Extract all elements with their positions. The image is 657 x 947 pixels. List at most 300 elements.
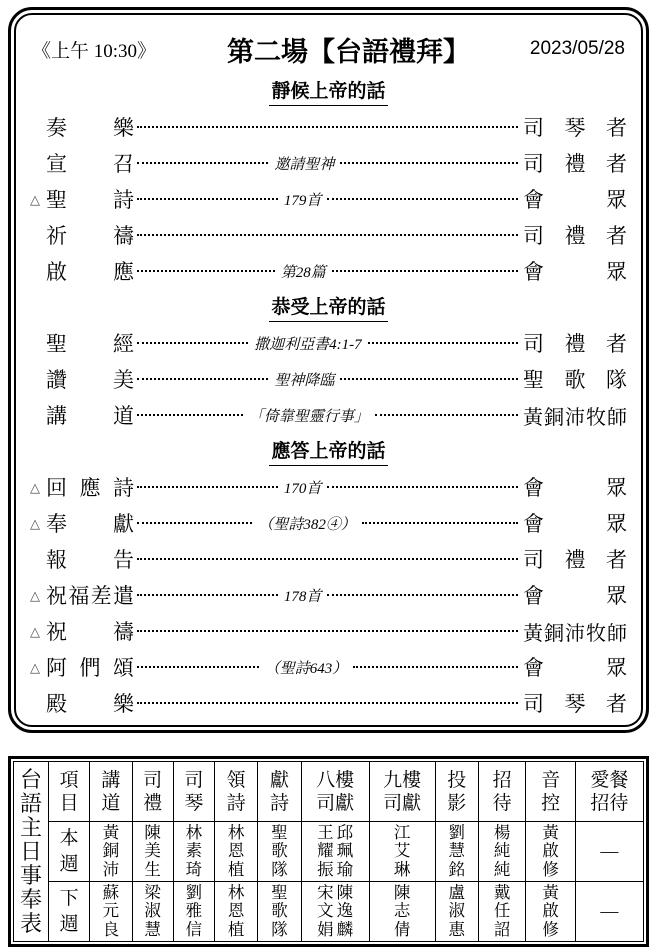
char: 祝 <box>46 584 67 608</box>
char: 淑 <box>144 901 161 921</box>
header-line: 講 <box>101 769 121 791</box>
duty-column-header-text <box>526 771 574 813</box>
char: 陳 <box>393 882 411 902</box>
duty-cell-names <box>370 823 435 881</box>
item-note: 178首 <box>283 588 322 605</box>
char: 禮 <box>564 152 586 176</box>
duty-cell-names <box>436 823 478 881</box>
program-body <box>28 73 629 721</box>
char: 聖 <box>46 332 67 356</box>
duty-cell-names <box>436 883 478 941</box>
char: 眾 <box>606 188 627 212</box>
duty-cell <box>526 822 575 882</box>
duty-name-vertical <box>494 824 511 880</box>
worship-program-box <box>8 7 649 733</box>
duty-name-vertical <box>542 824 559 880</box>
duty-cell-names <box>174 883 214 941</box>
char: 志 <box>393 901 411 921</box>
dotted-leader <box>327 486 518 488</box>
duty-cell <box>90 822 132 882</box>
item-assignee <box>523 112 627 142</box>
item-label <box>46 544 134 574</box>
header-line: 詩 <box>269 792 289 814</box>
char: 者 <box>606 548 627 572</box>
char: 表 <box>20 910 43 936</box>
char: 師 <box>607 622 627 645</box>
item-note: 170首 <box>283 480 322 497</box>
char: 純 <box>493 859 511 879</box>
char: 恩 <box>227 841 245 861</box>
char: 劉 <box>185 882 203 902</box>
duty-cell <box>301 822 369 882</box>
program-header <box>28 25 629 73</box>
header-line: 道 <box>101 792 121 814</box>
duty-cell <box>173 822 214 882</box>
header-line: 領 <box>226 769 246 791</box>
duty-cell <box>478 882 525 942</box>
char: 啟 <box>46 260 67 284</box>
char: 福 <box>68 584 90 608</box>
program-item <box>28 361 629 397</box>
header-line: 待 <box>492 792 512 814</box>
item-note: 撒迦利亞書4:1-7 <box>254 336 362 353</box>
item-assignee <box>523 220 627 250</box>
char: 歌 <box>271 841 288 861</box>
char: 慧 <box>448 841 466 861</box>
dotted-leader <box>362 522 518 524</box>
section-heading <box>28 73 629 109</box>
dotted-leader <box>137 630 518 632</box>
duty-cell-names <box>479 823 525 881</box>
char: 事 <box>20 862 43 888</box>
duty-name-vertical <box>317 884 334 940</box>
duty-cell-names <box>479 883 525 941</box>
duty-name-vertical <box>103 824 120 880</box>
duty-column-header-text <box>576 771 643 813</box>
duty-cell-empty: — <box>600 901 619 921</box>
char: 良 <box>102 919 120 939</box>
char: 會 <box>523 476 544 500</box>
header-line: 詩 <box>226 792 246 814</box>
char: 陳 <box>336 882 354 902</box>
char: 銅 <box>544 622 564 645</box>
duty-cell-names <box>302 823 369 881</box>
duty-name-vertical <box>144 884 161 940</box>
item-note: （聖詩382④） <box>258 516 356 533</box>
char: 者 <box>606 332 627 356</box>
char: 奉 <box>46 512 67 536</box>
char: 艾 <box>393 841 411 861</box>
duty-cell <box>215 822 258 882</box>
section-heading <box>28 289 629 325</box>
program-item <box>28 109 629 145</box>
duty-cell-names <box>526 883 574 941</box>
duty-cell <box>173 882 214 942</box>
duty-cell <box>369 882 435 942</box>
char: 宋 <box>317 882 334 902</box>
char: 文 <box>317 901 334 921</box>
char: 週 <box>59 913 79 935</box>
header-line: 項 <box>59 769 79 791</box>
char: 會 <box>523 512 544 536</box>
duty-column-header <box>526 762 575 822</box>
char: 獻 <box>113 512 134 536</box>
char: 麟 <box>336 919 354 939</box>
duty-cell <box>258 882 301 942</box>
char: 殿 <box>46 692 67 716</box>
char: 琴 <box>564 692 586 716</box>
duty-column-header-text <box>479 771 525 813</box>
duty-table <box>13 761 644 942</box>
item-label <box>46 364 134 394</box>
duty-name-vertical <box>494 884 511 940</box>
header-line: 招 <box>492 769 512 791</box>
dotted-leader <box>137 270 275 272</box>
char: 銅 <box>102 841 120 861</box>
duty-row-label-cell <box>49 822 90 882</box>
duty-cell <box>90 882 132 942</box>
header-line: 影 <box>447 792 467 814</box>
char: 惠 <box>448 919 466 939</box>
duty-side-title <box>14 766 48 938</box>
item-assignee <box>523 472 627 502</box>
duty-cell-names <box>258 823 300 881</box>
char: 江 <box>393 822 411 842</box>
char: 珮 <box>336 841 354 861</box>
duty-cell <box>258 822 301 882</box>
char: 告 <box>113 548 134 572</box>
item-assignee <box>523 256 627 286</box>
char: 雅 <box>185 901 203 921</box>
program-item <box>28 325 629 361</box>
item-label <box>46 256 134 286</box>
char: 下 <box>59 888 79 910</box>
item-note: （聖詩643） <box>264 660 348 677</box>
char: 樂 <box>113 116 134 140</box>
duty-column-header <box>258 762 301 822</box>
dotted-leader <box>375 414 518 416</box>
program-item <box>28 253 629 289</box>
item-assignee <box>523 544 627 574</box>
char: 禮 <box>564 332 586 356</box>
char: 樂 <box>113 692 134 716</box>
duty-data-row <box>14 822 644 882</box>
header-line: 招待 <box>590 792 629 814</box>
duty-column-header <box>369 762 435 822</box>
char: 銘 <box>448 859 466 879</box>
char: 黃 <box>523 406 543 429</box>
char: 會 <box>523 260 544 284</box>
char: 本 <box>59 828 79 850</box>
char: 司 <box>523 692 544 716</box>
header-line: 琴 <box>184 792 204 814</box>
duty-column-header-text <box>133 771 173 813</box>
item-assignee <box>523 580 627 610</box>
dotted-leader <box>137 666 259 668</box>
char: 黃 <box>542 822 559 842</box>
char: 週 <box>59 853 79 875</box>
duty-cell <box>526 882 575 942</box>
char: 祝 <box>46 620 67 644</box>
char: 禱 <box>113 224 134 248</box>
char: 隊 <box>271 859 288 879</box>
item-label <box>46 508 134 538</box>
char: 頌 <box>113 656 134 680</box>
duty-column-header <box>90 762 132 822</box>
program-item <box>28 397 629 433</box>
dotted-leader <box>137 486 278 488</box>
item-assignee <box>523 617 627 646</box>
duty-cell-names <box>133 823 173 881</box>
item-assignee <box>523 688 627 718</box>
dotted-leader <box>137 234 518 236</box>
char: 牧 <box>586 622 606 645</box>
duty-column-header-text <box>436 771 478 813</box>
duty-column-header <box>132 762 173 822</box>
char: 耀 <box>317 841 334 861</box>
char: 淑 <box>448 901 466 921</box>
char: 林 <box>227 882 245 902</box>
char: 戴 <box>493 882 511 902</box>
duty-name-vertical <box>271 824 288 880</box>
item-label <box>46 112 134 142</box>
char: 植 <box>227 859 245 879</box>
triangle-marker: △ <box>30 515 40 531</box>
char: 會 <box>523 656 544 680</box>
triangle-marker: △ <box>30 587 40 603</box>
char: 劉 <box>448 822 466 842</box>
char: 會 <box>523 188 544 212</box>
char: 素 <box>185 841 203 861</box>
char: 恩 <box>227 901 245 921</box>
header-line: 司 <box>184 769 204 791</box>
dotted-leader <box>137 414 243 416</box>
triangle-marker: △ <box>30 623 40 639</box>
duty-cell-names <box>215 823 257 881</box>
duty-name-vertical <box>317 824 334 880</box>
char: 宣 <box>46 152 67 176</box>
duty-name-vertical <box>271 884 288 940</box>
duty-name-vertical <box>449 824 466 880</box>
item-note: 「倚靠聖靈行事」 <box>248 408 369 425</box>
dotted-leader <box>340 162 518 164</box>
program-item <box>28 649 629 685</box>
dotted-leader <box>137 522 252 524</box>
char: 美 <box>113 368 134 392</box>
dotted-leader <box>327 198 518 200</box>
item-label <box>46 184 134 214</box>
section-heading-text: 恭受上帝的話 <box>269 292 387 322</box>
duty-cell-names <box>526 823 574 881</box>
char: 阿 <box>46 656 67 680</box>
duty-column-header-text <box>174 771 214 813</box>
char: 慧 <box>144 919 161 939</box>
char: 黃 <box>523 622 543 645</box>
char: 純 <box>493 841 511 861</box>
char: 沛 <box>565 622 585 645</box>
dotted-leader <box>368 342 518 344</box>
duty-cell-names <box>302 883 369 941</box>
header-line: 司獻 <box>383 792 422 814</box>
dotted-leader <box>332 270 518 272</box>
item-label <box>46 472 134 502</box>
dotted-leader <box>137 126 518 128</box>
dotted-leader <box>137 342 248 344</box>
duty-cell <box>132 882 173 942</box>
duty-column-header <box>49 762 90 822</box>
char: 啟 <box>542 901 559 921</box>
duty-name-vertical <box>186 884 203 940</box>
duty-name-vertical <box>103 884 120 940</box>
duty-row-label <box>49 823 89 881</box>
item-label <box>46 580 134 610</box>
char: 王 <box>317 822 334 842</box>
dotted-leader <box>340 378 518 380</box>
duty-cell <box>369 822 435 882</box>
duty-column-header <box>478 762 525 822</box>
char: 眾 <box>606 476 627 500</box>
char: 美 <box>144 841 161 861</box>
header-line: 音 <box>541 769 561 791</box>
char: 詩 <box>113 188 134 212</box>
header-line: 愛餐 <box>590 769 629 791</box>
duty-column-header-text <box>370 771 435 813</box>
char: 眾 <box>606 656 627 680</box>
duty-data-row <box>14 882 644 942</box>
header-line: 司獻 <box>316 792 355 814</box>
header-line: 目 <box>59 792 79 814</box>
item-label <box>46 688 134 718</box>
duty-column-header <box>575 762 643 822</box>
char: 者 <box>606 152 627 176</box>
item-label <box>46 652 134 682</box>
char: 啟 <box>542 841 559 861</box>
char: 司 <box>523 332 544 356</box>
char: 司 <box>523 548 544 572</box>
duty-name-vertical <box>228 824 245 880</box>
duty-name-vertical <box>449 884 466 940</box>
header-line: 八樓 <box>316 769 355 791</box>
dotted-leader <box>327 594 518 596</box>
char: 琴 <box>564 116 586 140</box>
duty-cell <box>478 822 525 882</box>
header-line: 控 <box>541 792 561 814</box>
item-note: 聖神降臨 <box>274 372 335 389</box>
char: 歌 <box>564 368 586 392</box>
item-label <box>46 400 134 430</box>
duty-cell-names <box>215 883 257 941</box>
char: 沛 <box>102 859 120 879</box>
char: 陳 <box>144 822 161 842</box>
duty-side-title-cell <box>14 762 49 942</box>
char: 歌 <box>271 901 288 921</box>
item-assignee <box>523 364 627 394</box>
char: 梁 <box>144 882 161 902</box>
char: 詩 <box>113 476 134 500</box>
header-line: 司 <box>143 769 163 791</box>
char: 瑜 <box>336 859 354 879</box>
char: 眾 <box>606 512 627 536</box>
duty-name-vertical <box>542 884 559 940</box>
item-assignee <box>523 148 627 178</box>
char: 者 <box>606 692 627 716</box>
duty-column-header-text <box>258 771 300 813</box>
char: 倩 <box>393 919 411 939</box>
char: 楊 <box>493 822 511 842</box>
char: 應 <box>79 476 101 500</box>
char: 遣 <box>112 584 134 608</box>
char: 師 <box>607 406 627 429</box>
duty-cell <box>575 882 643 942</box>
char: 黃 <box>102 822 120 842</box>
char: 禮 <box>564 548 586 572</box>
duty-name-vertical <box>337 884 354 940</box>
dotted-leader <box>137 558 518 560</box>
service-time: 《上午 10:30》 <box>32 40 157 62</box>
duty-column-header-text <box>215 771 257 813</box>
item-label <box>46 328 134 358</box>
char: 們 <box>79 656 101 680</box>
program-item <box>28 469 629 505</box>
dotted-leader <box>137 594 278 596</box>
char: 聖 <box>271 822 288 842</box>
char: 黃 <box>542 882 559 902</box>
char: 語 <box>20 790 43 816</box>
program-item <box>28 217 629 253</box>
char: 日 <box>20 838 43 864</box>
char: 主 <box>20 814 43 840</box>
duty-header-row <box>14 762 644 822</box>
char: 娟 <box>317 919 334 939</box>
duty-cell <box>132 822 173 882</box>
duty-cell <box>575 822 643 882</box>
duty-name-vertical <box>394 884 411 940</box>
duty-name-vertical <box>337 824 354 880</box>
duty-column-header <box>435 762 478 822</box>
char: 邱 <box>336 822 354 842</box>
char: 眾 <box>606 260 627 284</box>
duty-row-label <box>49 883 89 941</box>
char: 應 <box>113 260 134 284</box>
char: 司 <box>523 152 544 176</box>
duty-cell <box>435 822 478 882</box>
duty-column-header-text <box>302 771 369 813</box>
program-item <box>28 145 629 181</box>
char: 讚 <box>46 368 67 392</box>
char: 司 <box>523 224 544 248</box>
worship-program-box-inner <box>14 13 643 727</box>
item-note: 第28篇 <box>280 264 326 281</box>
char: 林 <box>227 822 245 842</box>
char: 講 <box>46 404 67 428</box>
duty-cell-names <box>370 883 435 941</box>
program-item <box>28 613 629 649</box>
dotted-leader <box>353 666 518 668</box>
char: 聖 <box>46 188 67 212</box>
char: 會 <box>523 584 544 608</box>
char: 報 <box>46 548 67 572</box>
triangle-marker: △ <box>30 191 40 207</box>
char: 林 <box>185 822 203 842</box>
dotted-leader <box>137 378 268 380</box>
char: 牧 <box>586 406 606 429</box>
char: 琳 <box>393 859 411 879</box>
duty-name-vertical <box>144 824 161 880</box>
char: 植 <box>227 919 245 939</box>
duty-cell-names <box>258 883 300 941</box>
duty-row-label-cell <box>49 882 90 942</box>
duty-cell <box>301 882 369 942</box>
